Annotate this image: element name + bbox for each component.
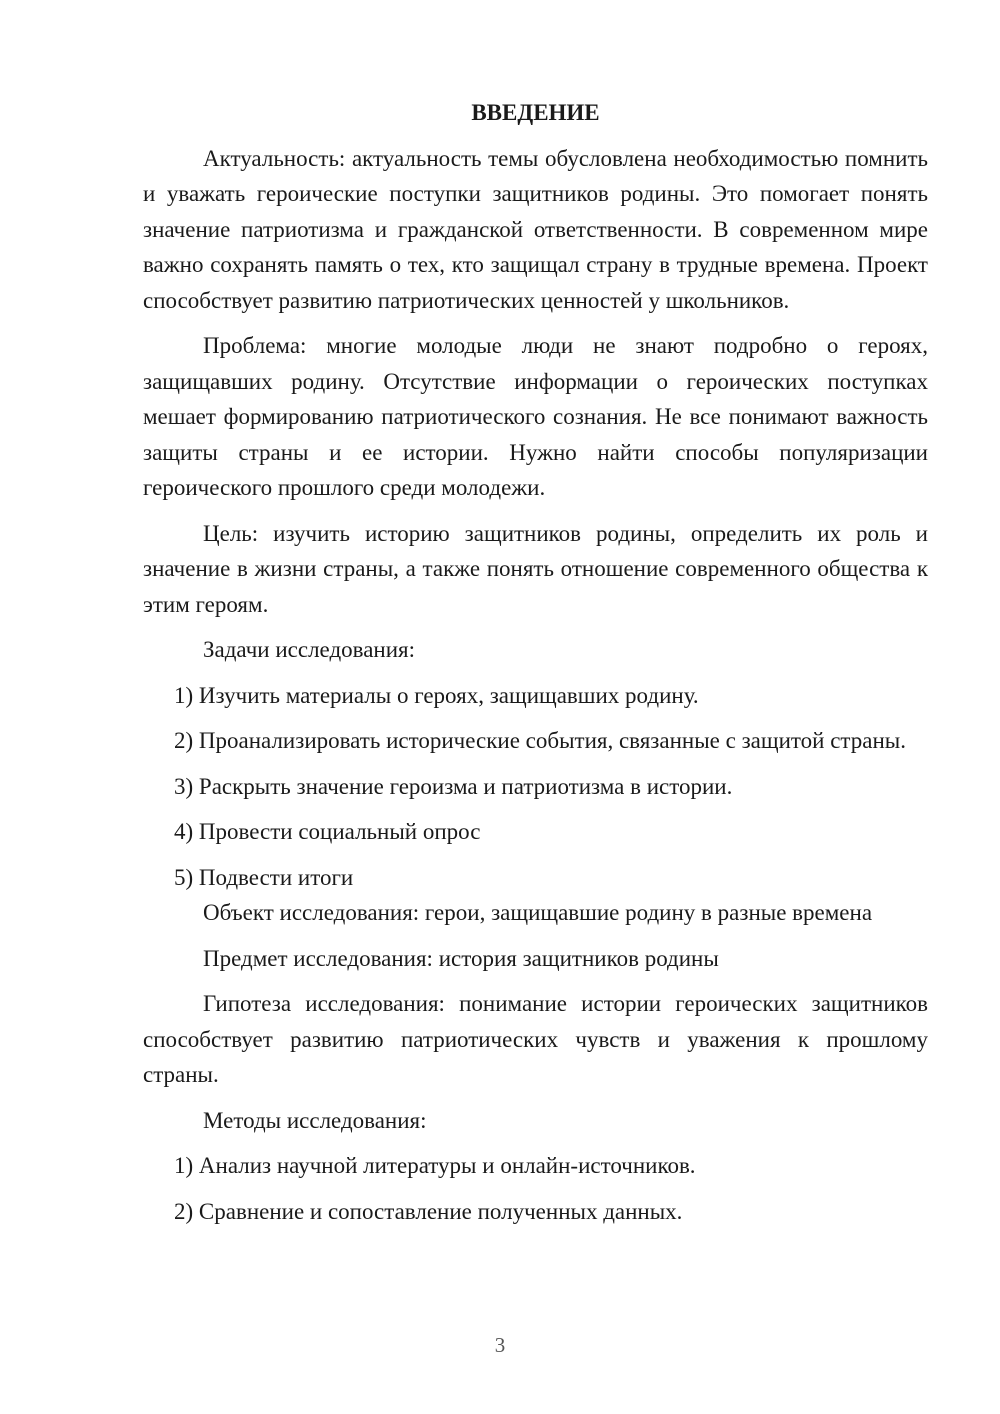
research-hypothesis: Гипотеза исследования: понимание истории героических защитников способствует развитию патриотических чувств и уважения к прошлому страны. [143,991,928,1087]
research-subject: Предмет исследования: история защитников родины [203,945,719,971]
method-item: 1) Анализ научной литературы и онлайн-источников. [174,1153,696,1178]
page-number: 3 [494,1333,506,1357]
methods-title: Методы исследования: [203,1107,427,1133]
task-item: 5) Подвести итоги [174,864,354,890]
task-item: 2) Проанализировать исторические события, связанные с защитой страны. [174,728,906,753]
task-item: 1) Изучить материалы о героях, защищавших родину. [174,682,699,708]
tasks-title: Задачи исследования: [203,637,416,662]
method-item: 2) Сравнение и сопоставление полученных данных. [174,1198,683,1224]
section-heading: ВВЕДЕНИЕ [471,100,600,125]
document-page [143,95,928,1239]
goal-paragraph: Цель: изучить историю защитников родины, определить их роль и значение в жизни страны, а также понять отношение современного общества к этим героям. [143,520,928,617]
task-item: 4) Провести социальный опрос [174,819,481,844]
task-item: 3) Раскрыть значение героизма и патриотизма в истории. [174,773,733,799]
problem-paragraph: Проблема: многие молодые люди не знают подробно о героях, защищавших родину. Отсутствие информации о героических поступках мешает формированию патриотического сознания. Не все понимают важность защиты страны и ее истории. Нужно найти способы популяризации героического прошлого среди молодежи. [143,333,928,500]
research-object: Объект исследования: герои, защищавшие родину в разные времена [203,900,873,925]
relevance-paragraph: Актуальность: актуальность темы обусловлена необходимостью помнить и уважать героические поступки защитников родины. Это помогает понять значение патриотизма и гражданской ответственности. В современном мире важно сохранять память о тех, кто защищал страну в трудные времена. Проект способствует развитию патриотических ценностей у школьников. [143,145,928,313]
